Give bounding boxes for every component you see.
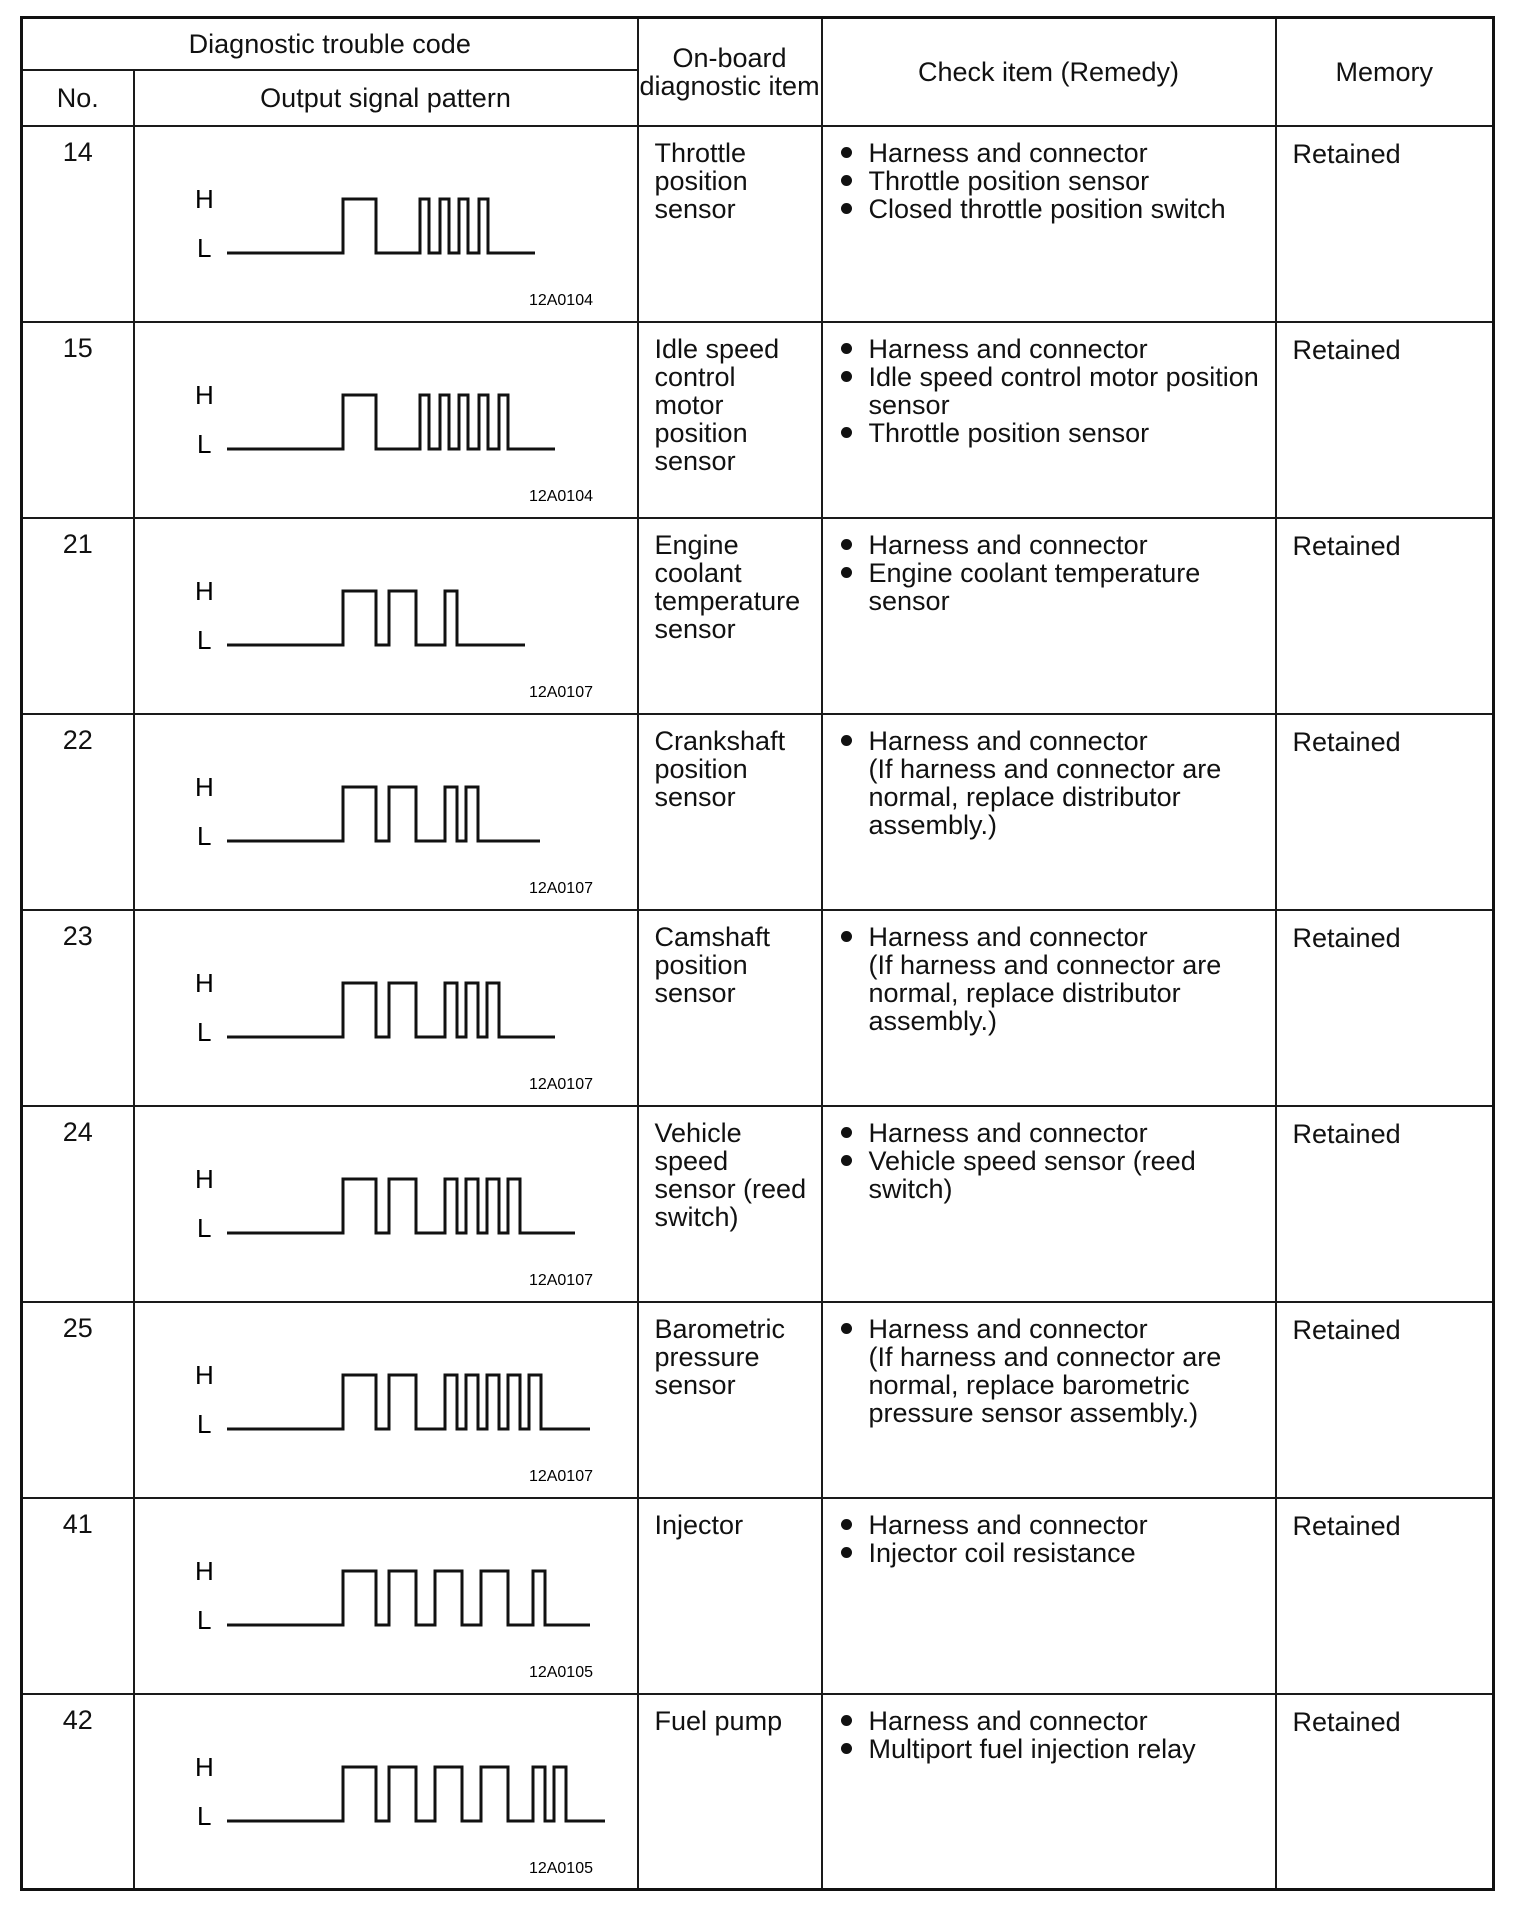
signal-waveform [135,1499,635,1689]
signal-high-label: H [194,379,214,410]
check-item [837,1119,1269,1147]
memory-status: Retained [1276,1302,1494,1498]
check-list [837,335,1269,447]
dtc-row [22,518,1494,714]
check-item [837,335,1269,363]
signal-pattern-cell [134,322,638,518]
figure-code: 12A0107 [528,1467,593,1485]
check-item [837,727,1269,755]
signal-pattern-cell [134,126,638,322]
remedy-note: (If harness and connector are normal, replace distributor assembly.) [868,949,1222,1036]
signal-pattern-cell [134,1694,638,1890]
dtc-number: 21 [22,518,134,714]
signal-high-label: H [194,183,214,214]
signal-low-label: L [196,1016,211,1047]
diagnostic-item: Fuel pump [638,1694,822,1890]
bullet-icon [841,1127,852,1138]
bullet-icon [841,567,852,578]
check-item-text: Vehicle speed sensor (reed switch) [868,1145,1196,1204]
diagnostic-item: Vehicle speed sensor (reed switch) [638,1106,822,1302]
waveform-trace [227,395,555,449]
check-item [837,1315,1269,1343]
check-item [837,1511,1269,1539]
check-item-cell [822,714,1276,910]
check-item [837,531,1269,559]
dtc-number: 15 [22,322,134,518]
check-item-text: Throttle position sensor [868,417,1150,448]
header-memory: Memory [1276,18,1494,126]
remedy-note: (If harness and connector are normal, replace distributor assembly.) [868,753,1222,840]
check-item [837,363,1269,419]
dtc-row [22,1106,1494,1302]
check-item [837,419,1269,447]
check-item-cell [822,1106,1276,1302]
dtc-number: 24 [22,1106,134,1302]
signal-waveform [135,519,635,709]
check-item [837,139,1269,167]
bullet-icon [841,147,852,158]
memory-status: Retained [1276,1694,1494,1890]
dtc-number: 41 [22,1498,134,1694]
figure-code: 12A0107 [528,1271,593,1289]
signal-high-label: H [194,967,214,998]
check-item-text: Harness and connector [868,1117,1148,1148]
figure-code: 12A0107 [528,879,593,897]
check-item-text: Throttle position sensor [868,165,1150,196]
dtc-row [22,126,1494,322]
signal-waveform [135,1695,635,1885]
check-item-text: Harness and connector [868,1313,1148,1344]
figure-code: 12A0107 [528,683,593,701]
check-list [837,1707,1269,1763]
dtc-table [20,16,1495,1891]
waveform-trace [227,199,535,253]
dtc-number: 42 [22,1694,134,1890]
bullet-icon [841,1743,852,1754]
figure-code: 12A0104 [528,291,593,309]
check-item-cell [822,910,1276,1106]
check-item-text: Harness and connector [868,333,1148,364]
dtc-number: 23 [22,910,134,1106]
signal-low-label: L [196,624,211,655]
signal-low-label: L [196,1408,211,1439]
dtc-row [22,910,1494,1106]
signal-pattern-cell [134,1302,638,1498]
bullet-icon [841,1155,852,1166]
check-item [837,1707,1269,1735]
check-item-text: Harness and connector [868,137,1148,168]
waveform-trace [227,1767,605,1821]
diagnostic-item: Camshaft position sensor [638,910,822,1106]
dtc-row [22,1694,1494,1890]
check-item-cell [822,322,1276,518]
check-item [837,1735,1269,1763]
signal-waveform [135,1303,635,1493]
signal-high-label: H [194,1163,214,1194]
signal-pattern-cell [134,910,638,1106]
diagnostic-item: Throttle position sensor [638,126,822,322]
bullet-icon [841,427,852,438]
memory-status: Retained [1276,126,1494,322]
signal-pattern-cell [134,518,638,714]
check-item [837,167,1269,195]
check-item-text: Closed throttle position switch [868,193,1226,224]
figure-code: 12A0107 [528,1075,593,1093]
diagnostic-item: Barometric pressure sensor [638,1302,822,1498]
waveform-trace [227,1571,590,1625]
check-list [837,531,1269,615]
check-list [837,1119,1269,1203]
check-list [837,1511,1269,1567]
dtc-row [22,1498,1494,1694]
memory-status: Retained [1276,518,1494,714]
dtc-number: 25 [22,1302,134,1498]
check-item-text: Idle speed control motor position sensor [868,361,1259,420]
check-item-cell [822,1302,1276,1498]
diagnostic-item: Engine coolant temperature sensor [638,518,822,714]
check-item-cell [822,1694,1276,1890]
check-list [837,1315,1269,1343]
bullet-icon [841,1547,852,1558]
signal-pattern-cell [134,1498,638,1694]
memory-status: Retained [1276,1498,1494,1694]
check-list [837,923,1269,951]
check-item-text: Injector coil resistance [868,1537,1136,1568]
dtc-number: 14 [22,126,134,322]
check-item-cell [822,1498,1276,1694]
signal-high-label: H [194,575,214,606]
bullet-icon [841,1519,852,1530]
bullet-icon [841,203,852,214]
waveform-trace [227,1179,575,1233]
signal-pattern-cell [134,714,638,910]
check-item [837,195,1269,223]
memory-status: Retained [1276,714,1494,910]
check-item-text: Harness and connector [868,921,1148,952]
figure-code: 12A0105 [528,1859,593,1877]
signal-high-label: H [194,1359,214,1390]
figure-code: 12A0105 [528,1663,593,1681]
dtc-row [22,322,1494,518]
bullet-icon [841,1715,852,1726]
check-item [837,1147,1269,1203]
signal-waveform [135,1107,635,1297]
bullet-icon [841,735,852,746]
dtc-row [22,1302,1494,1498]
waveform-trace [227,787,540,841]
bullet-icon [841,175,852,186]
check-item-cell [822,126,1276,322]
remedy-note: (If harness and connector are normal, replace barometric pressure sensor assembly.) [868,1341,1222,1428]
signal-high-label: H [194,771,214,802]
signal-waveform [135,323,635,513]
waveform-trace [227,983,555,1037]
header-no: No. [22,70,134,126]
check-item-text: Engine coolant temperature sensor [868,557,1201,616]
memory-status: Retained [1276,322,1494,518]
check-item [837,559,1269,615]
check-item [837,923,1269,951]
diagnostic-item: Crankshaft position sensor [638,714,822,910]
check-list [837,727,1269,755]
signal-low-label: L [196,428,211,459]
dtc-row [22,714,1494,910]
signal-waveform [135,911,635,1101]
signal-high-label: H [194,1555,214,1586]
check-item-text: Harness and connector [868,1705,1148,1736]
check-item [837,1539,1269,1567]
header-output-signal: Output signal pattern [134,70,638,126]
signal-low-label: L [196,1800,211,1831]
check-item-text: Harness and connector [868,529,1148,560]
signal-low-label: L [196,1604,211,1635]
waveform-trace [227,591,525,645]
bullet-icon [841,539,852,550]
bullet-icon [841,1323,852,1334]
memory-status: Retained [1276,910,1494,1106]
signal-pattern-cell [134,1106,638,1302]
signal-low-label: L [196,232,211,263]
header-obd-item: On-board diagnostic item [638,18,822,126]
header-check-item: Check item (Remedy) [822,18,1276,126]
dtc-number: 22 [22,714,134,910]
signal-low-label: L [196,1212,211,1243]
signal-low-label: L [196,820,211,851]
check-item-text: Harness and connector [868,725,1148,756]
diagnostic-item: Idle speed control motor position sensor [638,322,822,518]
signal-waveform [135,715,635,905]
waveform-trace [227,1375,590,1429]
bullet-icon [841,371,852,382]
figure-code: 12A0104 [528,487,593,505]
check-item-text: Multiport fuel injection relay [868,1733,1196,1764]
signal-waveform [135,127,635,317]
signal-high-label: H [194,1751,214,1782]
diagnostic-item: Injector [638,1498,822,1694]
header-dtc-group: Diagnostic trouble code [22,18,638,70]
check-list [837,139,1269,223]
bullet-icon [841,343,852,354]
check-item-text: Harness and connector [868,1509,1148,1540]
check-item-cell [822,518,1276,714]
bullet-icon [841,931,852,942]
memory-status: Retained [1276,1106,1494,1302]
